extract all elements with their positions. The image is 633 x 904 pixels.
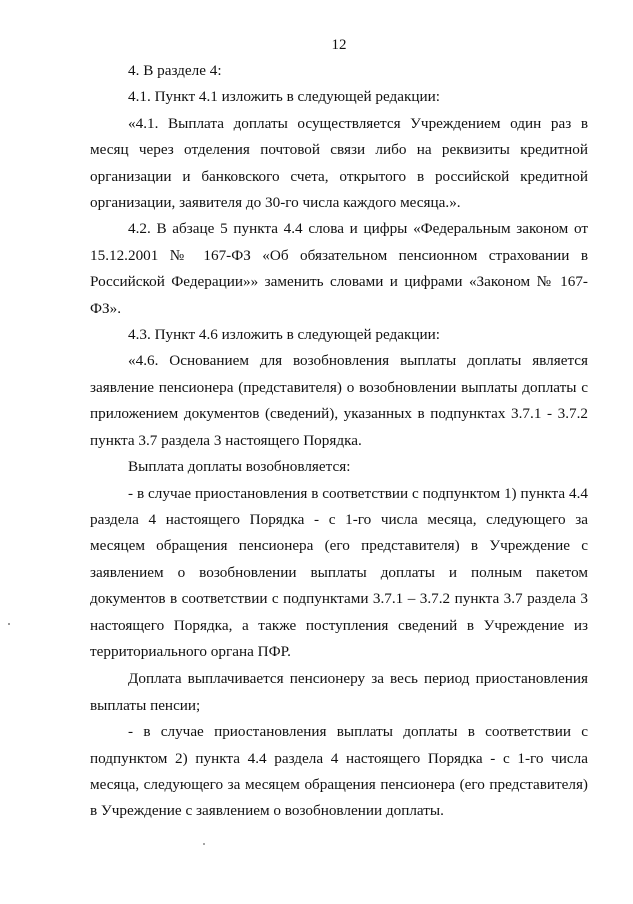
page-number: 12 xyxy=(331,37,347,53)
paragraph-section-4: 4. В разделе 4: xyxy=(128,62,222,79)
paragraph-4-1-text: «4.1. Выплата доплаты осуществляется Учреждением один раз в месяц через отделения почтовой связи либо на реквизиты кредитной организации и банковского счета, открытого в российской кредитной организации, заявителя до 30-го числа каждого месяца.». xyxy=(90,114,588,212)
paragraph-case-2: - в случае приостановления выплаты доплаты в соответствии с подпунктом 2) пункта 4.4 раздела 4 настоящего Порядка - с 1-го числа месяца, следующего за месяцем обращения пенсионера (его представителя) в Учреждение с заявлением о возобновлении доплаты. xyxy=(90,723,588,820)
document-page xyxy=(90,0,588,904)
paragraph-4-3: 4.3. Пункт 4.6 изложить в следующей редакции: xyxy=(128,326,441,344)
paragraph-case-1: - в случае приостановления в соответствии с подпунктом 1) пункта 4.4 раздела 4 настоящего Порядка - с 1-го числа месяца, следующего за месяцем обращения пенсионера (его представителя) в Учреждение с заявлением о возобновлении выплаты доплаты и полным пакетом документов в соответствии с подпунктами 3.7.1 – 3.7.2 пункта 3.7 раздела 3 настоящего Порядка, а также поступления сведений в Учреждение из территориального органа ПФР. xyxy=(90,484,588,660)
scan-speck xyxy=(8,623,10,625)
paragraph-4-6-text: «4.6. Основанием для возобновления выплаты доплаты является заявление пенсионера (представителя) о возобновлении выплаты доплаты с приложением документов (сведений), указанных в подпунктах 3.7.1 - 3.7.2 пункта 3.7 раздела 3 настоящего Порядка. xyxy=(90,352,588,449)
paragraph-4-2: 4.2. В абзаце 5 пункта 4.4 слова и цифры «Федеральным законом от 15.12.2001 № 167-ФЗ «Об обязательном пенсионном страховании в Российской Федерации»» заменить словами и цифрами «Законом № 167-ФЗ». xyxy=(90,220,588,317)
scan-dot xyxy=(203,843,205,845)
paragraph-resumption: Выплата доплаты возобновляется: xyxy=(128,458,351,476)
paragraph-payment-period: Доплата выплачивается пенсионеру за весь период приостановления выплаты пенсии; xyxy=(90,670,588,714)
paragraph-4-1: 4.1. Пункт 4.1 изложить в следующей редакции: xyxy=(128,88,441,106)
document-body xyxy=(90,58,588,825)
